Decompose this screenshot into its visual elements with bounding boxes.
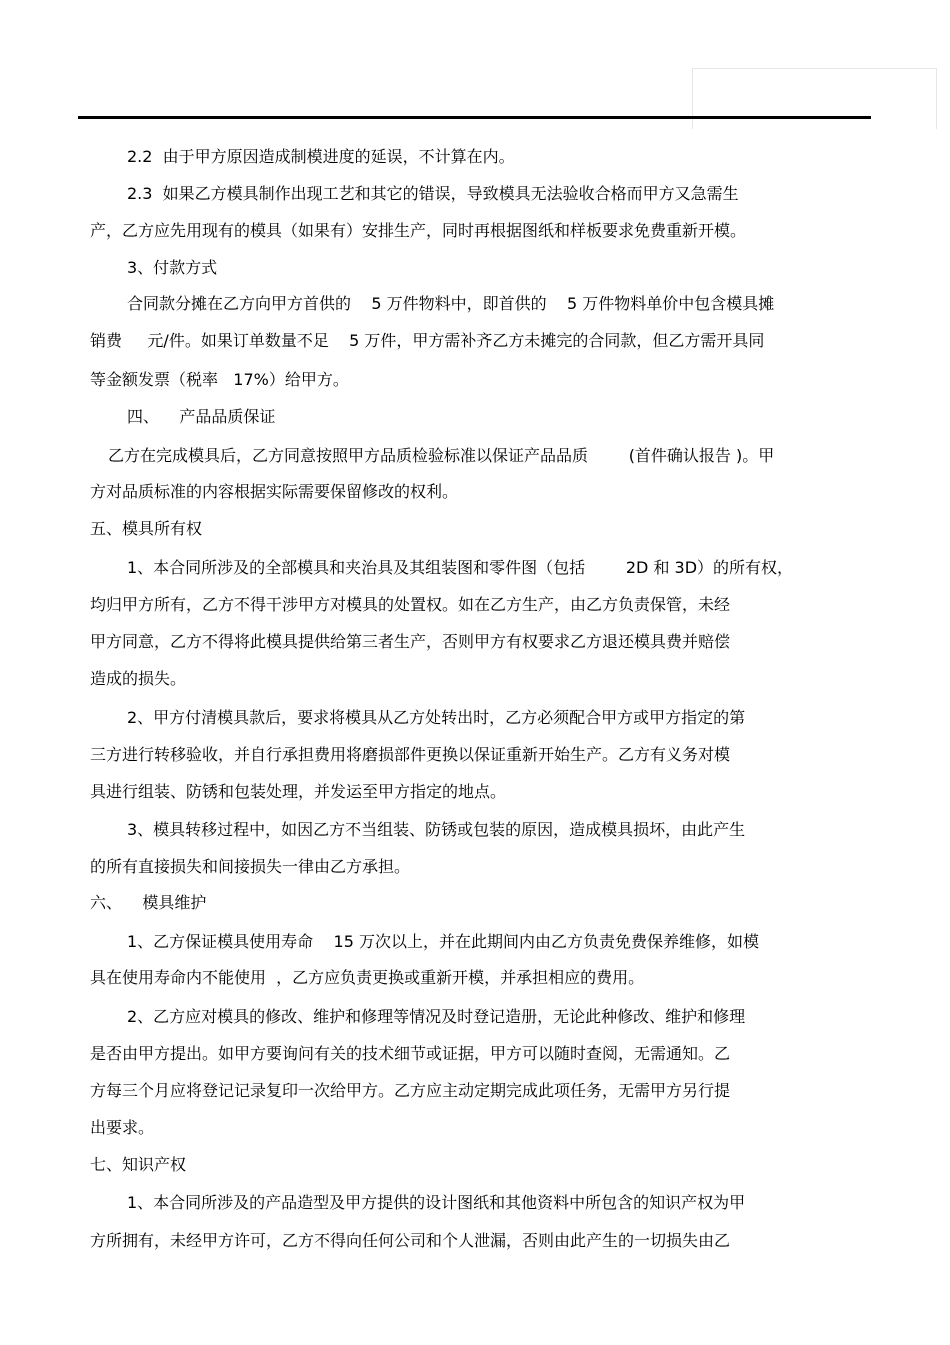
text-line: 等金额发票（税率 17%）给甲方。 — [90, 370, 349, 389]
text-line: 具进行组装、防锈和包装处理，并发运至甲方指定的地点。 — [90, 782, 507, 801]
text-line: 销费 元/件。如果订单数量不足 5 万件，甲方需补齐乙方未摊完的合同款，但乙方需开具同 — [90, 331, 765, 350]
text-line: 2.2 由于甲方原因造成制模进度的延误，不计算在内。 — [127, 147, 515, 166]
text-line: 1、本合同所涉及的全部模具和夹治具及其组装图和零件图（包括 2D 和 3D）的所有权， — [127, 558, 794, 577]
section-heading: 四、 产品品质保证 — [127, 407, 276, 426]
text-line: 2、乙方应对模具的修改、维护和修理等情况及时登记造册，无论此种修改、维护和修理 — [127, 1007, 746, 1026]
text-line: 出要求。 — [90, 1118, 155, 1137]
text-line: 合同款分摊在乙方向甲方首供的 5 万件物料中，即首供的 5 万件物料单价中包含模具摊 — [127, 294, 775, 313]
section-heading: 七、知识产权 — [90, 1155, 187, 1174]
text-line: 甲方同意，乙方不得将此模具提供给第三者生产，否则甲方有权要求乙方退还模具费并赔偿 — [90, 632, 731, 651]
text-line: 方所拥有，未经甲方许可，乙方不得向任何公司和个人泄漏，否则由此产生的一切损失由乙 — [90, 1231, 731, 1250]
text-line: 1、本合同所涉及的产品造型及甲方提供的设计图纸和其他资料中所包含的知识产权为甲 — [127, 1193, 746, 1212]
text-line: 1、乙方保证模具使用寿命 15 万次以上，并在此期间内由乙方负责免费保养维修，如模 — [127, 932, 759, 951]
text-line: 的所有直接损失和间接损失一律由乙方承担。 — [90, 857, 411, 876]
text-line: 3、模具转移过程中，如因乙方不当组装、防锈或包装的原因，造成模具损坏，由此产生 — [127, 820, 746, 839]
text-line: 方每三个月应将登记记录复印一次给甲方。乙方应主动定期完成此项任务，无需甲方另行提 — [90, 1081, 731, 1100]
text-line: 三方进行转移验收，并自行承担费用将磨损部件更换以保证重新开始生产。乙方有义务对模 — [90, 745, 731, 764]
header-corner-box — [692, 68, 937, 129]
text-line: 均归甲方所有，乙方不得干涉甲方对模具的处置权。如在乙方生产，由乙方负责保管，未经 — [90, 595, 731, 614]
text-line: 造成的损失。 — [90, 669, 187, 688]
section-heading: 五、模具所有权 — [90, 519, 203, 538]
section-heading: 3、付款方式 — [127, 258, 218, 277]
header-rule — [78, 116, 871, 119]
text-line: 产，乙方应先用现有的模具（如果有）安排生产，同时再根据图纸和样板要求免费重新开模。 — [90, 221, 747, 240]
section-heading: 六、 模具维护 — [90, 893, 207, 912]
text-line: 是否由甲方提出。如甲方要询问有关的技术细节或证据，甲方可以随时查阅，无需通知。乙 — [90, 1044, 731, 1063]
text-line: 2.3 如果乙方模具制作出现工艺和其它的错误，导致模具无法验收合格而甲方又急需生 — [127, 184, 739, 203]
text-line: 2、甲方付清模具款后，要求将模具从乙方处转出时，乙方必须配合甲方或甲方指定的第 — [127, 708, 746, 727]
text-line: 方对品质标准的内容根据实际需要保留修改的权利。 — [90, 482, 459, 501]
text-line: 具在使用寿命内不能使用 ，乙方应负责更换或重新开模，并承担相应的费用。 — [90, 968, 645, 987]
text-line: 乙方在完成模具后，乙方同意按照甲方品质检验标准以保证产品品质 (首件确认报告 )。甲 — [108, 446, 775, 465]
